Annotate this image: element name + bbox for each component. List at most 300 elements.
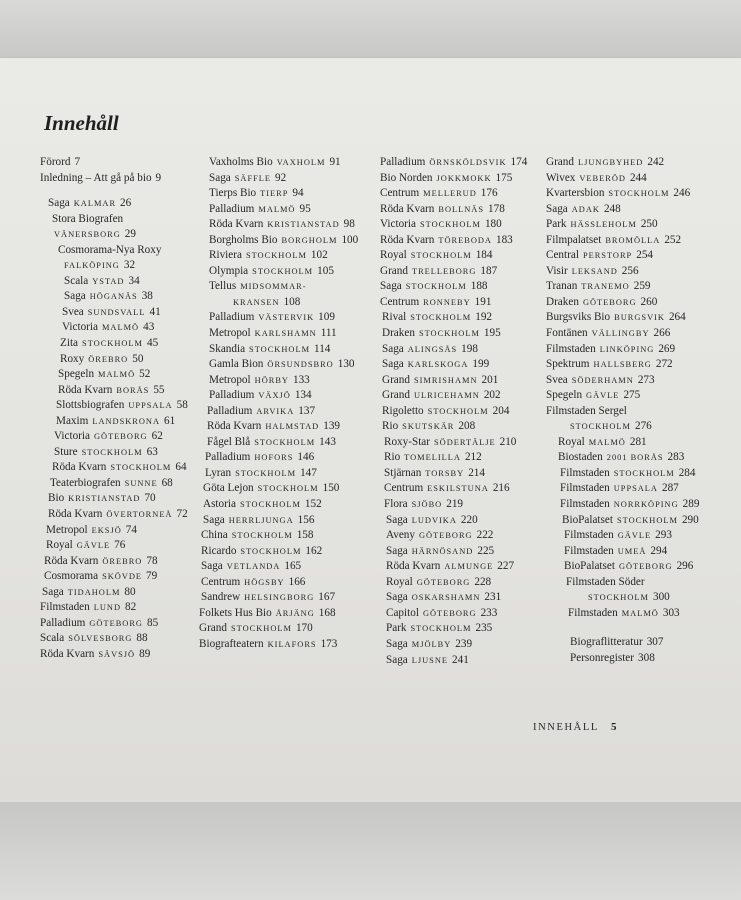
toc-entry (546, 404, 699, 420)
cinema-location: KARLSKOGA (407, 360, 469, 370)
cinema-location: STOCKHOLM (231, 531, 293, 541)
cinema-location: SÄFFLE (234, 173, 272, 183)
cinema-name: Spegeln (546, 389, 583, 402)
toc-back-entry (546, 651, 699, 667)
toc-entry (199, 357, 358, 373)
cinema-location: BORÅS (116, 385, 150, 395)
toc-entry (380, 388, 527, 404)
toc-page-number: 252 (664, 233, 682, 246)
toc-entry (546, 279, 699, 295)
toc-entry-title: Personregister (570, 651, 635, 664)
toc-page-number: 130 (337, 358, 355, 371)
cinema-name: Stjärnan (384, 466, 422, 479)
toc-entry (380, 450, 527, 466)
cinema-location: GÖTEBORG (582, 297, 637, 307)
toc-page-number: 95 (299, 202, 311, 215)
cinema-name: Röda Kvarn (52, 461, 107, 474)
cinema-name: Saga (386, 637, 408, 650)
toc-entry (380, 155, 527, 171)
toc-page-number: 170 (295, 622, 313, 635)
toc-page-number: 85 (146, 616, 159, 629)
cinema-location: MALMÖ (98, 370, 136, 380)
cinema-location: 2001 BORÅS (606, 453, 664, 463)
toc-front-entry (40, 155, 188, 171)
cinema-name: Saga (546, 202, 568, 215)
toc-page-number: 64 (175, 461, 187, 474)
cinema-name: Rio (384, 451, 401, 464)
cinema-location: STOCKHOLM (240, 546, 302, 556)
cinema-location: VEBERÖD (579, 173, 626, 183)
toc-entry (199, 342, 358, 358)
cinema-location: VÄSTERVIK (258, 313, 315, 323)
cinema-location: ÖRSUNDSBRO (267, 360, 334, 370)
toc-page-number: 242 (647, 156, 665, 168)
toc-page-number: 214 (468, 466, 485, 479)
cinema-location: GÖTEBORG (93, 432, 148, 442)
cinema-name: Tellus (209, 280, 237, 293)
toc-entry (380, 606, 527, 622)
cinema-name: Bio Norden (380, 171, 433, 184)
cinema-location: HALMSTAD (265, 422, 320, 432)
toc-entry (546, 233, 699, 249)
toc-page-number: 29 (124, 228, 136, 241)
toc-entry (380, 279, 527, 295)
cinema-name: Filmstaden Söder (566, 575, 645, 588)
cinema-name: Folkets Hus Bio (199, 606, 272, 619)
cinema-location: MJÖLBY (411, 639, 452, 649)
cinema-location: STOCKHOLM (616, 515, 678, 525)
cinema-location: HALLSBERG (593, 360, 652, 370)
toc-page-number: 188 (470, 280, 488, 293)
toc-page-number: 216 (492, 482, 510, 495)
cinema-location: ESKILSTUNA (427, 484, 489, 494)
toc-page-number: 254 (636, 249, 653, 262)
toc-entry (40, 196, 188, 212)
toc-entry (40, 289, 188, 305)
toc-page-number: 61 (164, 414, 176, 427)
cinema-location: MALMÖ (621, 608, 659, 618)
toc-page-number: 34 (128, 274, 140, 287)
cinema-name: Park (386, 622, 407, 635)
cinema-location: STOCKHOLM (613, 468, 675, 478)
toc-page-number: 210 (499, 435, 517, 448)
cinema-name: Filmstaden Sergel (546, 404, 627, 417)
toc-page-number: 290 (681, 513, 699, 526)
toc-spacer (546, 621, 699, 635)
toc-entry (546, 388, 699, 404)
cinema-name: Saga (386, 591, 408, 604)
toc-page-number: 266 (653, 327, 671, 340)
page-title: Innehåll (44, 111, 119, 136)
cinema-location: MALMÖ (588, 437, 626, 447)
toc-page-number: 289 (682, 498, 700, 511)
cinema-location: PERSTORP (582, 251, 633, 261)
toc-entry (199, 606, 358, 622)
toc-entry (40, 476, 188, 492)
cinema-location: SJÖBO (411, 500, 443, 510)
cinema-name: Saga (380, 280, 402, 293)
cinema-location: STOCKHOLM (235, 468, 297, 478)
toc-page-number: 146 (297, 451, 315, 464)
toc-entry (380, 373, 527, 389)
toc-entry (380, 233, 527, 249)
cinema-location: STOCKHOLM (245, 251, 307, 261)
cinema-name: Spegeln (58, 368, 95, 381)
cinema-location: SÄVSJÖ (98, 649, 136, 659)
toc-page-number: 227 (497, 560, 515, 573)
toc-page-number: 158 (296, 529, 314, 542)
cinema-name: Slottsbiografen (56, 399, 125, 412)
cinema-name: Royal (558, 435, 585, 448)
cinema-location: STOCKHOLM (249, 344, 311, 354)
cinema-location: LANDSKRONA (92, 416, 161, 426)
cinema-location: SUNNE (124, 478, 158, 488)
toc-front-entry (40, 171, 188, 187)
toc-entry (199, 233, 358, 249)
cinema-location: EKSJÖ (91, 525, 122, 535)
cinema-location: GÖTEBORG (618, 562, 673, 572)
toc-entry (40, 631, 188, 647)
cinema-location: SIMRISHAMN (413, 375, 478, 385)
cinema-location: MELLERUD (423, 189, 477, 199)
toc-page-number: 7 (74, 156, 81, 168)
cinema-name: BioPalatset (562, 513, 613, 526)
toc-column-2 (199, 155, 358, 653)
toc-page-number: 78 (146, 554, 158, 567)
cinema-location: TÖREBODA (438, 235, 492, 245)
toc-entry (199, 186, 358, 202)
cinema-name: Centrum (380, 295, 420, 308)
toc-page-number: 184 (475, 249, 493, 262)
toc-entry (40, 227, 188, 243)
toc-entry (40, 414, 188, 430)
toc-entry (380, 342, 527, 358)
toc-page-number: 98 (343, 218, 355, 231)
toc-entry (199, 497, 358, 513)
cinema-name: Centrum (201, 575, 241, 588)
toc-entry (199, 373, 358, 389)
toc-page-number: 176 (480, 187, 498, 200)
toc-entry (380, 513, 527, 529)
cinema-location: STOCKHOLM (405, 282, 467, 292)
cinema-location: STOCKHOLM (427, 406, 489, 416)
cinema-location: GÖTEBORG (416, 577, 471, 587)
cinema-name: Cosmorama-Nya Roxy (58, 243, 162, 256)
toc-spacer (40, 186, 188, 196)
toc-page-number: 43 (143, 321, 155, 334)
cinema-name: Visir (546, 264, 568, 277)
cinema-name: Vaxholms Bio (209, 156, 273, 168)
toc-page-number: 133 (292, 373, 310, 386)
cinema-name: Scala (40, 632, 65, 645)
cinema-location: TORSBY (425, 468, 465, 478)
toc-page-number: 204 (492, 404, 510, 417)
toc-page-number: 173 (320, 637, 338, 650)
toc-entry (546, 435, 699, 451)
cinema-location: YSTAD (92, 276, 125, 286)
toc-page-number: 139 (323, 420, 341, 433)
toc-page-number: 308 (638, 651, 655, 664)
cinema-name: Burgsviks Bio (546, 311, 611, 324)
cinema-name: Filmstaden (560, 498, 610, 511)
cinema-name: Filmstaden (560, 466, 610, 479)
toc-entry (40, 383, 188, 399)
toc-entry (380, 590, 527, 606)
cinema-location: TOMELILLA (404, 453, 461, 463)
toc-page-number: 287 (661, 482, 679, 495)
toc-entry (380, 310, 527, 326)
toc-page-number: 180 (484, 218, 502, 231)
background-fabric-top (0, 0, 741, 58)
toc-page-number: 187 (480, 264, 498, 277)
toc-page-number: 175 (495, 171, 513, 184)
toc-entry (199, 528, 358, 544)
toc-entry (199, 450, 358, 466)
cinema-name: Metropol (209, 327, 251, 340)
toc-page-number: 52 (139, 368, 151, 381)
toc-entry (199, 388, 358, 404)
toc-entry (546, 373, 699, 389)
cinema-name: Rigoletto (382, 404, 424, 417)
cinema-location: SÖDERTÄLJE (434, 437, 496, 447)
cinema-location: KARLSHAMN (254, 329, 317, 339)
cinema-location: BURGSVIK (614, 313, 665, 323)
toc-entry (380, 528, 527, 544)
toc-entry (199, 575, 358, 591)
toc-entry (546, 310, 699, 326)
cinema-name: Teaterbiografen (50, 476, 121, 489)
cinema-name: Draken (382, 327, 415, 340)
toc-entry (40, 491, 188, 507)
toc-page-number: 294 (650, 544, 668, 557)
toc-entry (199, 264, 358, 280)
cinema-name: Röda Kvarn (58, 383, 113, 396)
toc-page-number: 233 (480, 606, 498, 619)
cinema-name: Victoria (62, 321, 98, 334)
toc-entry (546, 513, 699, 529)
cinema-location: KILAFORS (267, 639, 317, 649)
toc-page-number: 150 (322, 482, 340, 495)
cinema-location: ALMUNGE (444, 562, 494, 572)
cinema-name: Wivex (546, 171, 576, 184)
cinema-name: Saga (201, 560, 223, 573)
toc-entry (380, 171, 527, 187)
toc-entry (199, 544, 358, 560)
cinema-location: STOCKHOLM (588, 593, 649, 603)
toc-entry (199, 621, 358, 637)
cinema-name: Röda Kvarn (380, 233, 435, 246)
toc-entry (40, 212, 188, 228)
cinema-location: HELSINGBORG (244, 593, 315, 603)
cinema-location: STOCKHOLM (410, 313, 472, 323)
toc-page-number: 111 (320, 327, 337, 340)
toc-page-number: 244 (629, 171, 647, 184)
toc-page-number: 108 (283, 295, 301, 308)
toc-entry (40, 305, 188, 321)
toc-entry (546, 186, 699, 202)
toc-entry (546, 419, 699, 435)
toc-page-number: 281 (629, 435, 647, 448)
toc-page-number: 74 (125, 523, 137, 536)
toc-page-number: 70 (144, 492, 156, 505)
toc-entry-title: Inledning – Att gå på bio (40, 171, 152, 184)
cinema-name: Tierps Bio (209, 187, 257, 200)
cinema-location: STOCKHOLM (81, 447, 143, 457)
toc-page-number: 256 (621, 264, 639, 277)
toc-page-number: 152 (304, 498, 322, 511)
cinema-name: Astoria (203, 498, 236, 511)
toc-entry (380, 326, 527, 342)
cinema-name: China (201, 529, 228, 542)
cinema-name: Centrum (384, 482, 424, 495)
background-fabric-bottom (0, 802, 741, 900)
cinema-name: Sandrew (201, 591, 241, 604)
cinema-name: Röda Kvarn (40, 647, 95, 660)
toc-entry (40, 585, 188, 601)
toc-page-number: 41 (149, 305, 161, 318)
cinema-name: Rio (382, 420, 399, 433)
toc-entry (546, 606, 699, 622)
cinema-name: Röda Kvarn (44, 554, 99, 567)
toc-entry (199, 155, 358, 171)
toc-entry (40, 274, 188, 290)
cinema-location: VÄNERSBORG (54, 230, 121, 240)
toc-entry (40, 507, 188, 523)
toc-page-number: 105 (317, 264, 334, 277)
toc-page-number: 38 (141, 290, 153, 303)
cinema-location: KALMAR (73, 199, 117, 209)
cinema-name: Fågel Blå (207, 435, 251, 448)
toc-entry (40, 429, 188, 445)
toc-page-number: 50 (132, 352, 144, 365)
cinema-name: Saga (386, 513, 408, 526)
cinema-location: SÖLVESBORG (68, 634, 133, 644)
cinema-name: Svea (546, 373, 568, 386)
cinema-name: Biostaden (558, 451, 603, 464)
toc-page-number: 79 (146, 570, 158, 583)
toc-entry (380, 248, 527, 264)
toc-page-number: 191 (474, 295, 492, 308)
cinema-location: ALINGSÅS (407, 344, 458, 354)
cinema-location: KRISTIANSTAD (267, 220, 340, 230)
cinema-name: Capitol (386, 606, 419, 619)
toc-page-number: 88 (136, 632, 148, 645)
toc-page-number: 100 (341, 233, 359, 246)
toc-entry (380, 404, 527, 420)
toc-page-number: 63 (146, 445, 158, 458)
cinema-location: KRISTIANSTAD (68, 494, 141, 504)
cinema-name: Röda Kvarn (380, 202, 435, 215)
cinema-name: Filmstaden (560, 482, 610, 495)
toc-page-number: 264 (668, 311, 686, 324)
toc-entry (380, 264, 527, 280)
cinema-location: HOFORS (254, 453, 294, 463)
toc-entry (380, 637, 527, 653)
cinema-name: Bio (48, 492, 65, 505)
toc-entry (546, 342, 699, 358)
toc-page-number: 45 (147, 337, 159, 350)
cinema-name: Zita (60, 337, 79, 350)
toc-page-number: 273 (637, 373, 655, 386)
cinema-name: Grand (382, 373, 410, 386)
toc-entry (199, 310, 358, 326)
toc-entry (199, 559, 358, 575)
cinema-location: KRANSEN (233, 297, 280, 307)
cinema-location: LEKSAND (571, 266, 618, 276)
toc-entry (40, 569, 188, 585)
toc-page-number: 241 (452, 653, 469, 666)
toc-page-number: 166 (288, 575, 306, 588)
cinema-name: Filmstaden (546, 342, 596, 355)
cinema-location: OSKARSHAMN (411, 593, 481, 603)
toc-page-number: 68 (161, 476, 173, 489)
cinema-name: Palladium (209, 202, 255, 215)
cinema-name: Olympia (209, 264, 249, 277)
toc-page-number: 72 (176, 508, 188, 521)
toc-page-number: 222 (476, 529, 494, 542)
cinema-name: Filmstaden (564, 529, 614, 542)
cinema-name: Draken (546, 295, 579, 308)
cinema-location: VÄLLINGBY (591, 329, 650, 339)
cinema-name: Borgholms Bio (209, 233, 278, 246)
toc-page-number: 183 (495, 233, 513, 246)
cinema-location: LUDVIKA (411, 515, 457, 525)
toc-column-1 (40, 155, 188, 663)
toc-entry (199, 326, 358, 342)
toc-page-number: 156 (297, 513, 315, 526)
toc-page-number: 102 (310, 249, 328, 262)
cinema-name: Fontänen (546, 327, 588, 340)
toc-page-number: 248 (603, 202, 621, 215)
toc-page-number: 208 (458, 420, 476, 433)
cinema-location: SKUTSKÄR (402, 422, 455, 432)
toc-column-4 (546, 155, 699, 667)
toc-page-number: 178 (488, 202, 505, 215)
toc-page-number: 91 (329, 156, 341, 168)
toc-page-number: 199 (472, 358, 490, 371)
cinema-location: GÄVLE (76, 541, 111, 551)
cinema-location: SÖDERHAMN (571, 375, 634, 385)
cinema-location: ARVIKA (256, 406, 295, 416)
toc-page-number: 134 (294, 389, 312, 402)
cinema-location: LINKÖPING (599, 344, 655, 354)
cinema-location: STOCKHOLM (418, 329, 480, 339)
toc-entry (546, 559, 699, 575)
toc-entry (40, 554, 188, 570)
cinema-name: Maxim (56, 414, 89, 427)
cinema-location: RONNEBY (423, 297, 471, 307)
cinema-location: STOCKHOLM (410, 624, 472, 634)
cinema-location: VAXHOLM (276, 158, 326, 167)
cinema-location: STOCKHOLM (252, 266, 314, 276)
cinema-location: GÖTEBORG (422, 608, 477, 618)
cinema-location: GÄVLE (617, 531, 652, 541)
cinema-location: FALKÖPING (64, 261, 120, 271)
cinema-name: Saga (64, 290, 86, 303)
cinema-name: Flora (384, 498, 408, 511)
toc-page-number: 80 (124, 585, 136, 598)
cinema-location: BROMÖLLA (605, 235, 661, 245)
toc-entry (199, 466, 358, 482)
cinema-name: Saga (386, 544, 408, 557)
cinema-location: TIERP (260, 189, 289, 199)
toc-page-number: 58 (176, 399, 188, 412)
toc-page-number: 89 (139, 647, 151, 660)
toc-entry (380, 295, 527, 311)
cinema-name: Palladium (209, 389, 255, 402)
toc-entry (380, 481, 527, 497)
toc-entry (199, 295, 358, 311)
